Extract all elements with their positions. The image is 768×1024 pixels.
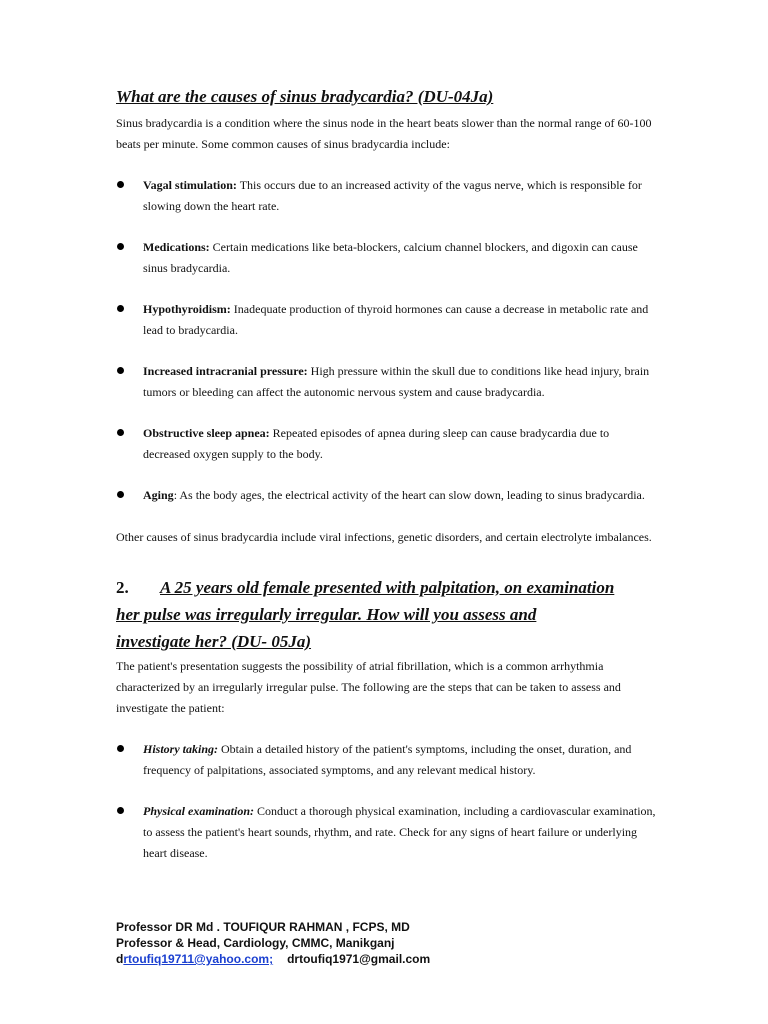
document-page	[116, 86, 656, 864]
author-name: Professor DR Md . TOUFIQUR RAHMAN , FCPS, MD	[116, 920, 410, 934]
question-1-title: What are the causes of sinus bradycardia? (DU-04Ja)	[116, 87, 494, 106]
question-1-intro: Sinus bradycardia is a condition where the sinus node in the heart beats slower than the normal range of 60-100 beats per minute. Some common causes of sinus bradycardia include:	[116, 116, 652, 151]
question-2-title: 2. A 25 years old female presented with palpitation, on examination her pulse was irregularly irregular. How will you assess and investigate her? (DU- 05Ja)	[116, 578, 615, 651]
bullet-icon	[117, 243, 124, 250]
author-footer	[116, 919, 676, 967]
bullet-icon	[117, 491, 124, 498]
question-2-intro: The patient's presentation suggests the possibility of atrial fibrillation, which is a common arrhythmia characterized by an irregularly irregular pulse. The following are the steps that can be taken to assess and investigate the patient:	[116, 659, 621, 715]
list-item: Increased intracranial pressure: High pressure within the skull due to conditions like head injury, brain tumors or bleeding can affect the autonomic nervous system and cause bradycardia.	[116, 361, 656, 403]
bullet-icon	[117, 429, 124, 436]
causes-list	[116, 175, 656, 506]
list-item: Aging: As the body ages, the electrical activity of the heart can slow down, leading to sinus bradycardia.	[116, 485, 656, 506]
assessment-steps-list	[116, 739, 656, 864]
author-position: Professor & Head, Cardiology, CMMC, Manikganj	[116, 936, 395, 950]
bullet-icon	[117, 305, 124, 312]
email-link[interactable]: rtoufiq19711@yahoo.com;	[123, 952, 274, 966]
list-item: Hypothyroidism: Inadequate production of thyroid hormones can cause a decrease in metabolic rate and lead to bradycardia.	[116, 299, 656, 341]
list-item: History taking: Obtain a detailed history of the patient's symptoms, including the onset, duration, and frequency of palpitations, associated symptoms, and any relevant medical history.	[116, 739, 656, 781]
email-secondary: drtoufiq1971@gmail.com	[287, 952, 431, 966]
list-item: Medications: Certain medications like beta-blockers, calcium channel blockers, and digoxin can cause sinus bradycardia.	[116, 237, 656, 279]
bullet-icon	[117, 745, 124, 752]
question-1-closing: Other causes of sinus bradycardia include viral infections, genetic disorders, and certain electrolyte imbalances.	[116, 530, 652, 544]
author-emails: drtoufiq19711@yahoo.com; drtoufiq1971@gmail.com	[116, 952, 431, 966]
bullet-icon	[117, 181, 124, 188]
bullet-icon	[117, 367, 124, 374]
list-item: Obstructive sleep apnea: Repeated episodes of apnea during sleep can cause bradycardia due to decreased oxygen supply to the body.	[116, 423, 656, 465]
list-item: Physical examination: Conduct a thorough physical examination, including a cardiovascular examination, to assess the patient's heart sounds, rhythm, and rate. Check for any signs of heart failure or underlying heart disease.	[116, 801, 656, 864]
list-item: Vagal stimulation: This occurs due to an increased activity of the vagus nerve, which is responsible for slowing down the heart rate.	[116, 175, 656, 217]
bullet-icon	[117, 807, 124, 814]
